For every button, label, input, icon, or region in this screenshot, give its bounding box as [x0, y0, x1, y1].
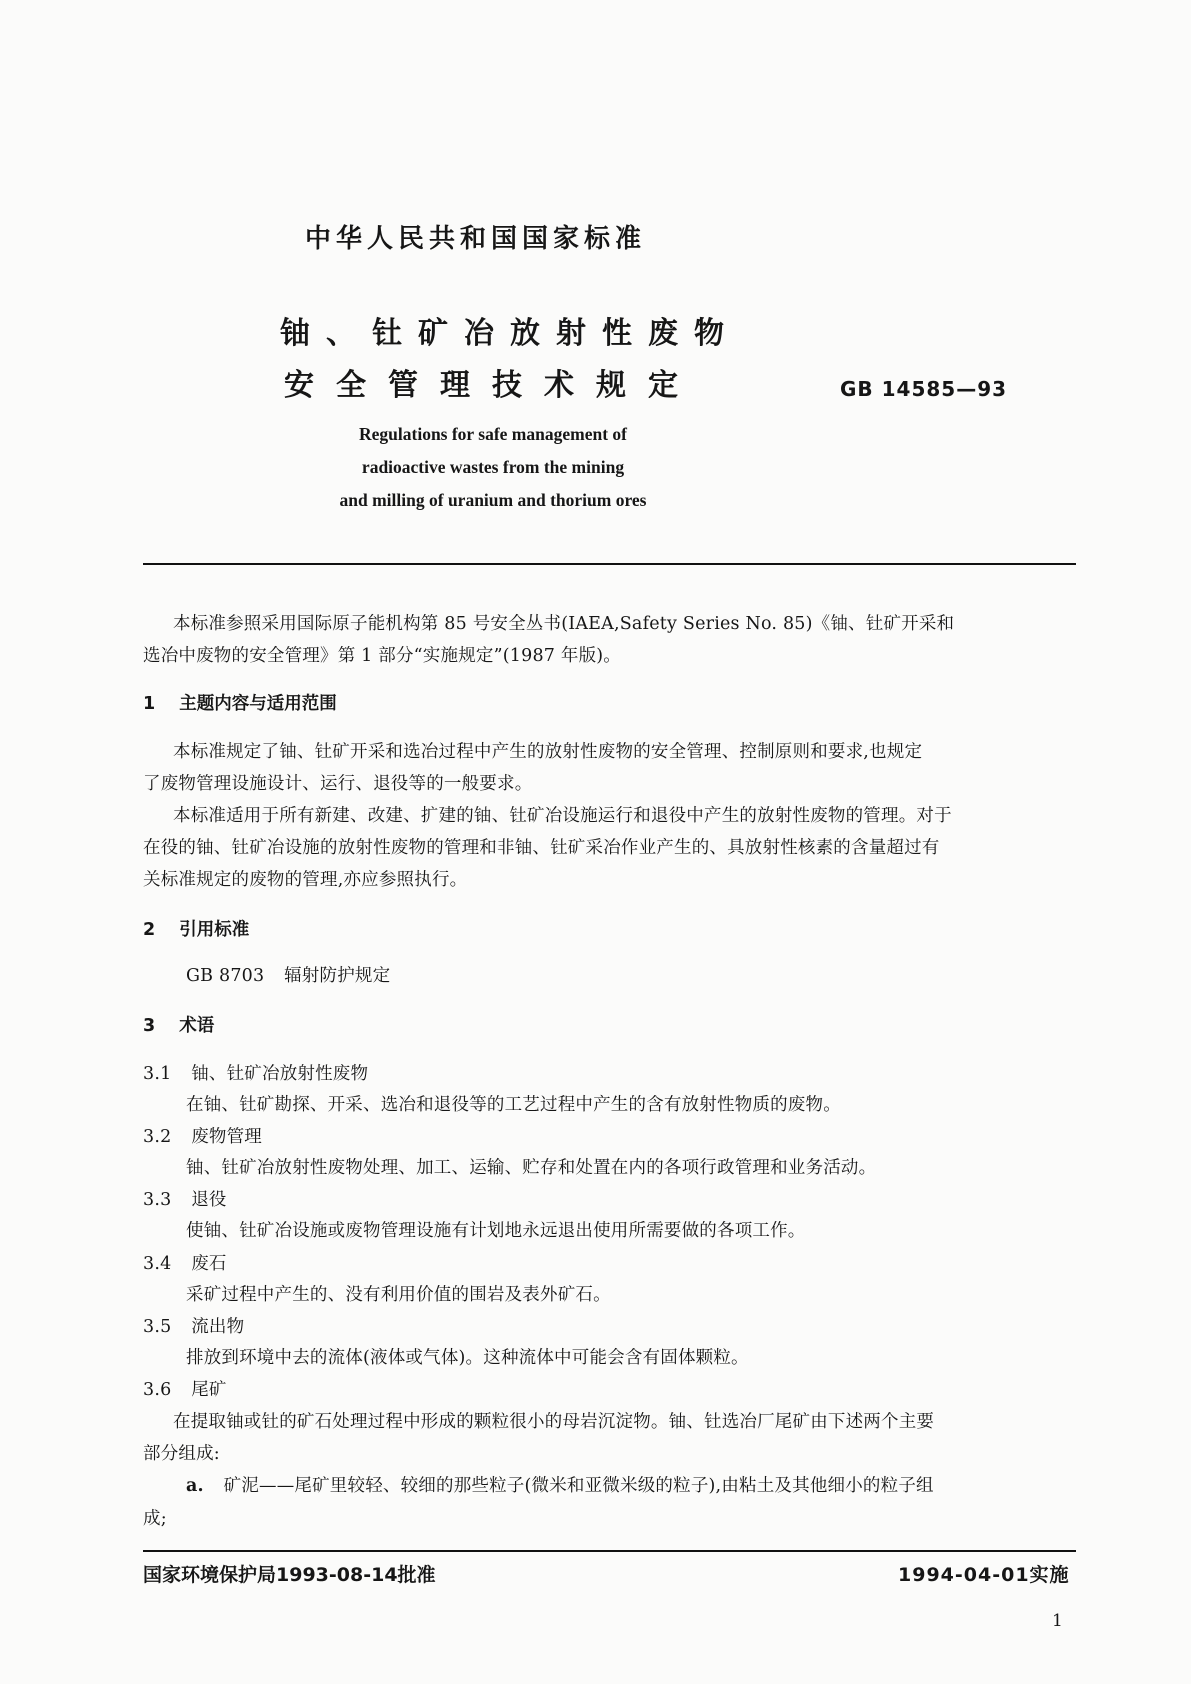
intro-line-2: 选冶中废物的安全管理》第 1 部分“实施规定”(1987 年版)。 [143, 646, 622, 666]
reference-title: 辐射防护规定 [284, 966, 391, 986]
title-line-1: 铀、钍矿冶放射性废物 [280, 316, 740, 351]
section-title: 主题内容与适用范围 [179, 694, 337, 714]
reference-code: GB 8703 [186, 966, 265, 986]
term-number: 3.3 [143, 1190, 172, 1210]
paragraph-line: 在役的铀、钍矿冶设施的放射性废物的管理和非铀、钍矿采冶作业产生的、具放射性核素的含量超过有 [143, 838, 940, 858]
term-name: 废石 [191, 1254, 227, 1274]
term-number: 3.4 [143, 1254, 172, 1274]
term-number: 3.6 [143, 1380, 172, 1400]
term-3-2 [143, 1123, 262, 1148]
top-divider [143, 563, 1076, 565]
list-item-cont: 成; [143, 1509, 167, 1529]
term-number: 3.5 [143, 1317, 172, 1337]
section-2-heading [143, 916, 249, 941]
term-definition: 使铀、钍矿冶设施或废物管理设施有计划地永远退出使用所需要做的各项工作。 [186, 1221, 806, 1241]
term-name: 退役 [191, 1190, 227, 1210]
list-marker: a. [186, 1476, 204, 1496]
approval-date: 国家环境保护局1993-08-14批准 [143, 1564, 436, 1586]
term-name: 废物管理 [191, 1127, 263, 1147]
paragraph-line: 本标准规定了铀、钍矿开采和选冶过程中产生的放射性废物的安全管理、控制原则和要求,也规定 [173, 742, 923, 762]
bottom-divider [143, 1550, 1076, 1552]
term-3-4 [143, 1250, 227, 1275]
term-definition: 采矿过程中产生的、没有利用价值的围岩及表外矿石。 [186, 1285, 611, 1305]
english-title-line-1: Regulations for safe management of [359, 424, 627, 444]
term-definition: 铀、钍矿冶放射性废物处理、加工、运输、贮存和处置在内的各项行政管理和业务活动。 [186, 1158, 877, 1178]
section-number: 1 [143, 694, 156, 714]
term-3-3 [143, 1186, 227, 1211]
term-definition: 在提取铀或钍的矿石处理过程中形成的颗粒很小的母岩沉淀物。铀、钍选冶厂尾矿由下述两个主要 [173, 1412, 935, 1432]
paragraph-line: 本标准适用于所有新建、改建、扩建的铀、钍矿冶设施运行和退役中产生的放射性废物的管理。对于 [173, 806, 952, 826]
paragraph-line: 了废物管理设施设计、运行、退役等的一般要求。 [143, 774, 533, 794]
term-definition: 排放到环境中去的流体(液体或气体)。这种流体中可能会含有固体颗粒。 [186, 1348, 749, 1368]
term-name: 铀、钍矿冶放射性废物 [191, 1064, 369, 1084]
term-3-6 [143, 1376, 227, 1401]
section-title: 术语 [179, 1016, 215, 1036]
section-3-heading [143, 1012, 214, 1037]
english-title-line-2: radioactive wastes from the mining [361, 457, 625, 477]
list-item-a [186, 1472, 934, 1497]
page-number: 1 [1052, 1611, 1063, 1631]
term-3-5 [143, 1313, 244, 1338]
title-line-2: 安全管理技术规定 [284, 368, 700, 403]
effective-date: 1994-04-01实施 [898, 1564, 1070, 1586]
term-definition: 在铀、钍矿勘探、开采、选冶和退役等的工艺过程中产生的含有放射性物质的废物。 [186, 1095, 841, 1115]
standard-code: GB 14585—93 [840, 377, 1008, 401]
term-name: 流出物 [191, 1317, 245, 1337]
term-definition-cont: 部分组成: [143, 1444, 220, 1464]
section-title: 引用标准 [179, 920, 250, 940]
term-number: 3.2 [143, 1127, 172, 1147]
english-title-line-3: and milling of uranium and thorium ores [339, 490, 647, 510]
agency-heading: 中华人民共和国国家标准 [305, 224, 647, 254]
section-number: 2 [143, 920, 156, 940]
intro-line-1: 本标准参照采用国际原子能机构第 85 号安全丛书(IAEA,Safety Series No. 85)《铀、钍矿开采和 [173, 614, 955, 634]
term-3-1 [143, 1060, 368, 1085]
term-name: 尾矿 [191, 1380, 227, 1400]
section-number: 3 [143, 1016, 156, 1036]
term-number: 3.1 [143, 1064, 172, 1084]
section-1-heading [143, 690, 337, 715]
reference-entry [186, 962, 390, 987]
list-item-text: 矿泥——尾矿里较轻、较细的那些粒子(微米和亚微米级的粒子),由粘土及其他细小的粒子组 [223, 1476, 934, 1496]
paragraph-line: 关标准规定的废物的管理,亦应参照执行。 [143, 870, 468, 890]
